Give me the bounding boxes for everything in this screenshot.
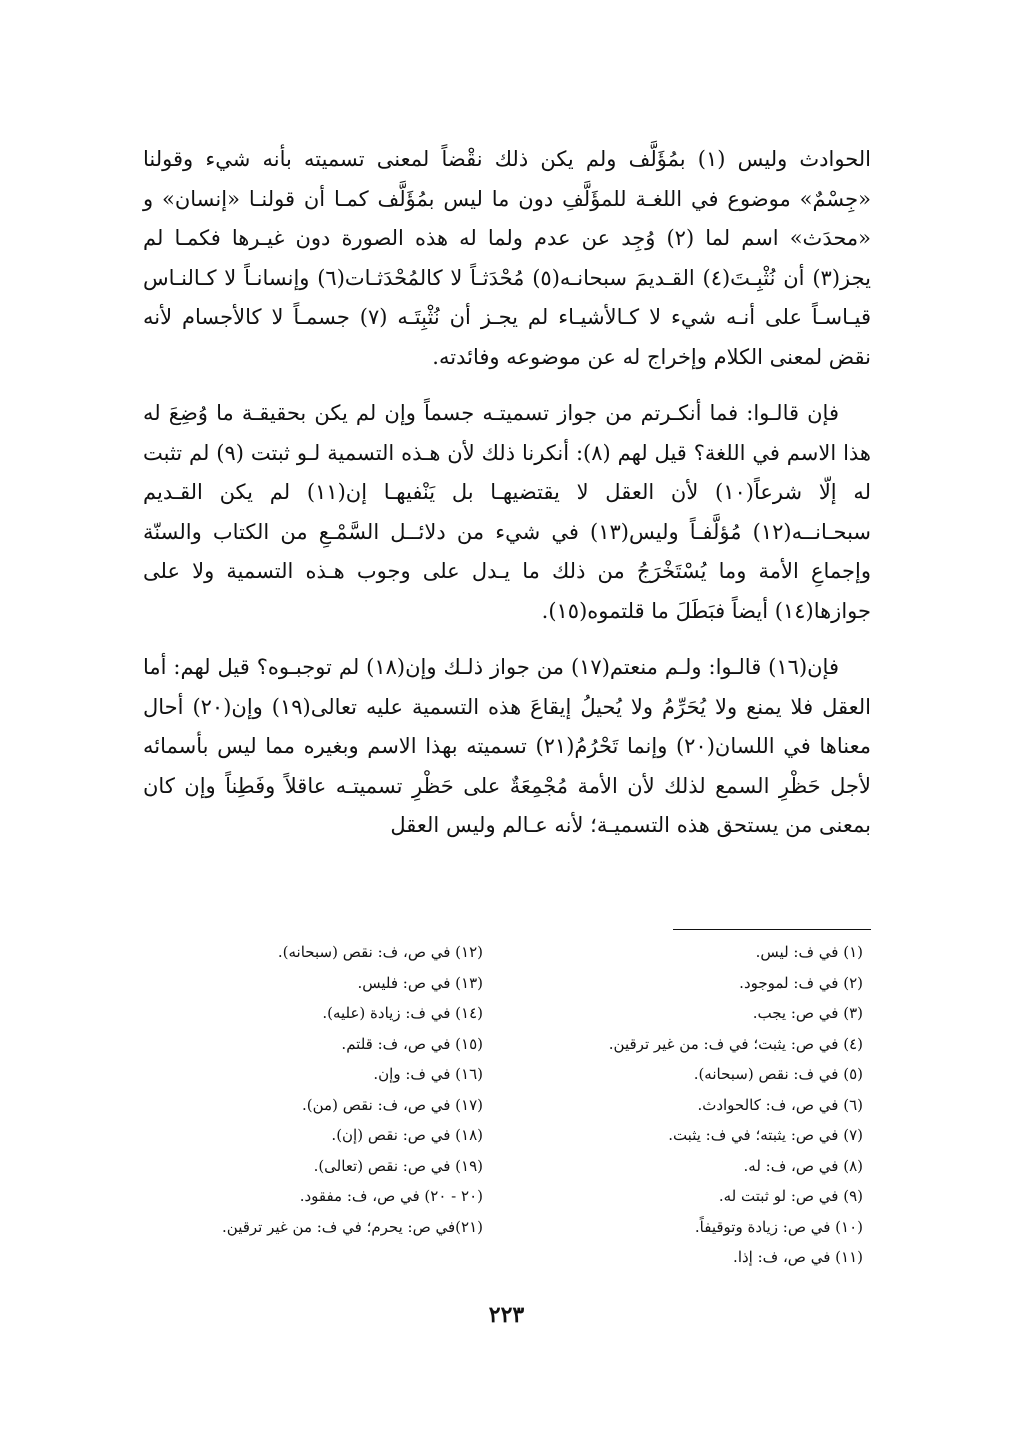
footnotes-column-right [533,937,863,1273]
footnote: (٤) في ص: يثبت؛ في ف: من غير ترقين. [608,1034,863,1053]
footnote: (١١) في ص، ف: إذا. [733,1248,863,1266]
footnote: (٣) في ص: يجب. [752,1004,863,1022]
footnote: (٢١)في ص: يحرم؛ في ف: من غير ترقين. [222,1217,483,1236]
footnote: (٩) في ص: لو ثبتت له. [718,1187,863,1205]
footnote: (١٠) في ص: زيادة وتوقيفاً. [694,1217,863,1236]
footnote: (٧) في ص: يثبته؛ في ف: يثبت. [668,1126,863,1144]
footnotes-column-left [153,937,483,1242]
footnote-separator [673,929,871,930]
footnote: (١٣) في ص: فليس. [357,973,483,992]
footnote: (٥) في ف: نقص (سبحانه). [693,1065,863,1083]
footnote: (١٤) في ف: زيادة (عليه). [322,1004,483,1022]
footnote: (٢٠ - ٢٠) في ص، ف: مفقود. [299,1187,483,1205]
footnote: (١٧) في ص، ف: نقص (من). [302,1095,483,1114]
footnote: (٦) في ص، ف: كالحوادث. [697,1095,863,1114]
footnote: (١٩) في ص: نقص (تعالى). [313,1156,483,1175]
footnote: (١٢) في ص، ف: نقص (سبحانه). [277,943,483,961]
footnote: (١٦) في ف: وإن. [373,1065,483,1083]
footnote: (٢) في ف: لموجود. [739,973,863,992]
page-number: ٢٢٣ [488,1302,525,1328]
footnote: (٨) في ص، ف: له. [743,1156,863,1175]
footnote: (١٥) في ص، ف: قلتم. [341,1034,483,1053]
footnote: (١) في ف: ليس. [755,943,863,961]
footnote: (١٨) في ص: نقص (إن). [331,1126,483,1144]
paragraph-3: فإن(١٦) قالـوا: ولـم منعتم(١٧) من جواز ذلـك وإن(١٨) لم توجبـوه؟ قيل لهم: أما العقل فلا يمنع ولا يُحَرِّمُ ولا يُحيلُ إيقاعَ هذه التسمية عليه تعالى(١٩) وإن(٢٠) أحال معناها في اللسان(٢٠) وإنما تَحْرُمُ(٢١) تسميته بهذا الاسم وبغيره مما ليس بأسمائه لأجل حَظْرِ السمع لذلك لأن الأمة مُجْمِعَةٌ على حَظْرِ تسميتـه عاقلاً وفَطِناً وإن كان بمعنى من يستحق هذه التسميـة؛ لأنه عـالم وليس العقل [143,655,871,837]
paragraph-2: فإن قالـوا: فما أنكـرتم من جواز تسميتـه جسماً وإن لم يكن بحقيقـة ما وُضِعَ له هذا الاسم في اللغة؟ قيل لهم (٨): أنكرنا ذلك لأن هـذه التسمية لـو ثبتت (٩) لم تثبت له إلّا شرعاً(١٠) لأن العقل لا يقتضيهـا بل يَنْفيهـا إن(١١) لم يكن القـديم سبحـانــه(١٢) مُؤلَّفـاً وليس(١٣) في شيء من دلائــل السَّمْـعِ من الكتاب والسنّة وإجماعِ الأمة وما يُسْتَخْرَجُ من ذلك ما يـدل على وجوب هـذه التسمية ولا على جوازها(١٤) أيضاً فبَطَلَ ما قلتموه(١٥). [143,401,872,623]
main-text [143,140,871,863]
paragraph-1: الحوادث وليس (١) بمُؤَلَّف ولم يكن ذلك نقْضاً لمعنى تسميته بأنه شيء وقولنا «جِسْمٌ» موضوع في اللغـة للمؤَلَّفِ دون ما ليس بمُؤَلَّف كمـا أن قولنـا «إنسان» و «محدَث» اسم لما (٢) وُجِد عن عدم ولما له هذه الصورة دون غيـرها فكمـا لم يجز(٣) أن نُثْبِـتَ(٤) القـديمَ سبحانـه(٥) مُحْدَثـاً لا كالمُحْدَثـات(٦) وإنسانـاً لا كـالنـاس قيـاسـاً على أنـه شيء لا كـالأشيـاء لم يجـز أن نُثْبِتَـه (٧) جسمـاً لا كالأجسام لأنه نقض لمعنى الكلام وإخراج له عن موضوعه وفائدته. [143,147,872,369]
